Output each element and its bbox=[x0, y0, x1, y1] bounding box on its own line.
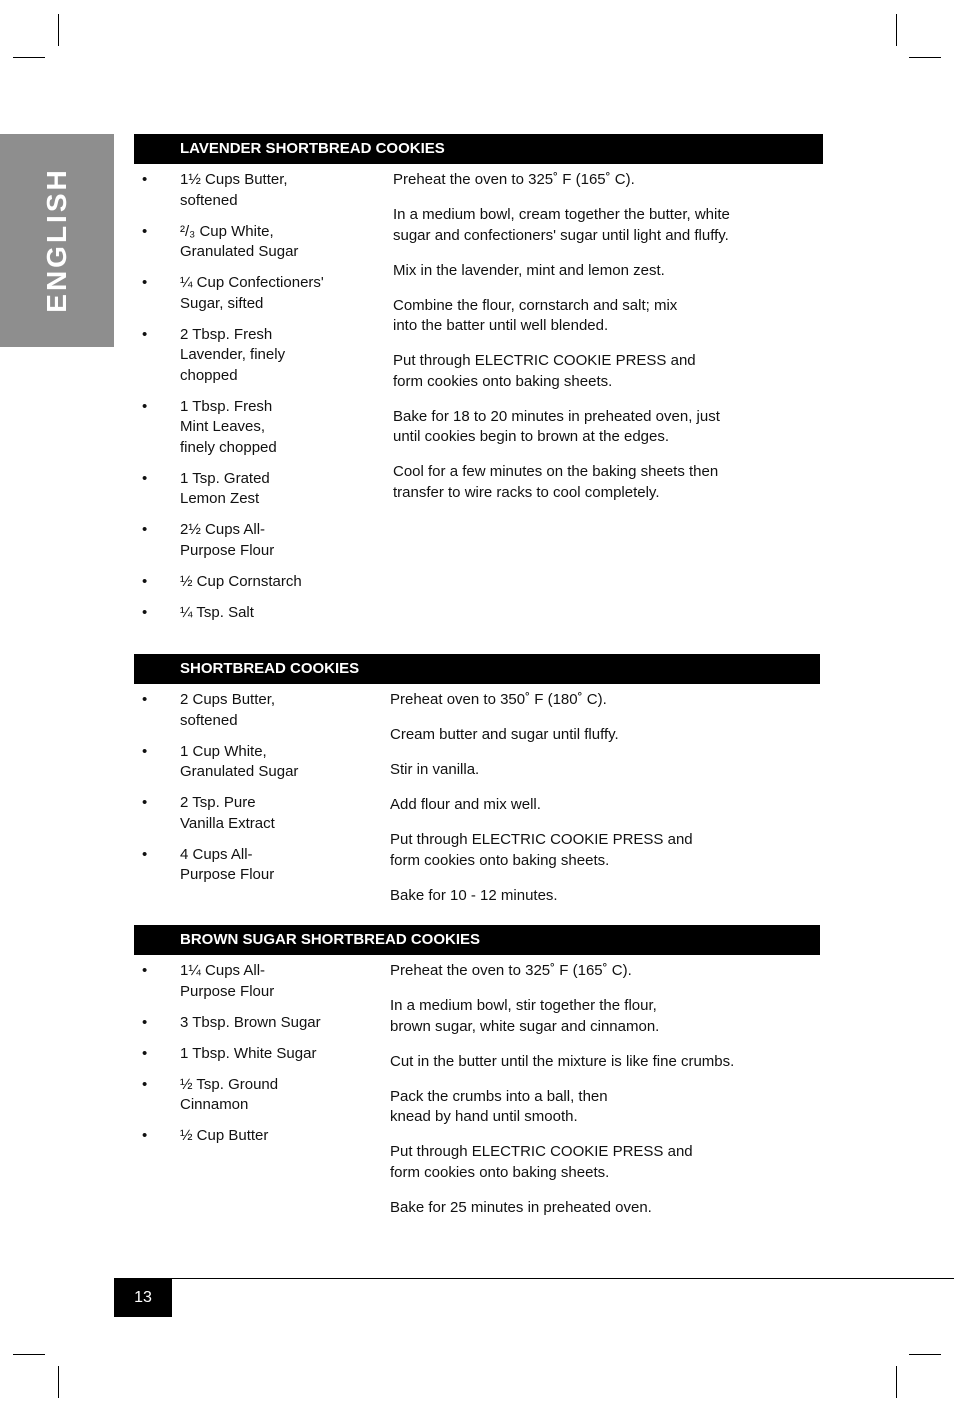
instruction-step: Preheat oven to 350˚ F (180˚ C). bbox=[390, 691, 607, 708]
instruction-step: Put through ELECTRIC COOKIE PRESS and form cookies onto baking sheets. bbox=[390, 831, 693, 869]
ingredient-list bbox=[134, 170, 374, 634]
ingredient-list bbox=[134, 690, 374, 896]
recipe-section-shortbread bbox=[134, 654, 820, 904]
ingredient-item: • ¼ Tsp. Salt bbox=[134, 603, 374, 624]
language-tab bbox=[0, 134, 114, 347]
crop-mark bbox=[58, 1366, 59, 1398]
crop-mark bbox=[909, 1354, 941, 1355]
instruction-step: Preheat the oven to 325˚ F (165˚ C). bbox=[390, 962, 632, 979]
crop-mark bbox=[896, 14, 897, 46]
ingredient-item: • 2 Tbsp. Fresh Lavender, finely chopped bbox=[134, 325, 374, 387]
instruction-step: In a medium bowl, cream together the butter, white sugar and confectioners' sugar until light and fluffy. bbox=[393, 206, 730, 244]
instruction-list bbox=[393, 170, 813, 518]
instruction-step: Bake for 25 minutes in preheated oven. bbox=[390, 1198, 652, 1216]
instruction-step: Add flour and mix well. bbox=[390, 796, 541, 813]
ingredient-item: • ½ Cup Butter bbox=[134, 1126, 374, 1147]
crop-mark bbox=[58, 14, 59, 46]
instruction-step: Bake for 10 - 12 minutes. bbox=[390, 886, 558, 904]
recipe-title: SHORTBREAD COOKIES bbox=[134, 654, 820, 684]
crop-mark bbox=[896, 1366, 897, 1398]
page-number: 13 bbox=[114, 1278, 172, 1317]
instruction-list bbox=[390, 961, 810, 1233]
instruction-step: In a medium bowl, stir together the flour, brown sugar, white sugar and cinnamon. bbox=[390, 997, 660, 1035]
instruction-step: Stir in vanilla. bbox=[390, 761, 480, 778]
crop-mark bbox=[13, 1354, 45, 1355]
footer-divider bbox=[114, 1278, 954, 1279]
recipe-title: BROWN SUGAR SHORTBREAD COOKIES bbox=[134, 925, 820, 955]
ingredient-item: • 1 Tsp. Grated Lemon Zest bbox=[134, 469, 374, 510]
ingredient-item: • 1 Tbsp. Fresh Mint Leaves, finely chopped bbox=[134, 397, 374, 459]
ingredient-item: • 2 Cups Butter, softened bbox=[134, 690, 374, 731]
ingredient-item: • 1¼ Cups All- Purpose Flour bbox=[134, 961, 374, 1002]
instruction-step: Cool for a few minutes on the baking sheets then transfer to wire racks to cool completely. bbox=[393, 463, 719, 501]
instruction-step: Put through ELECTRIC COOKIE PRESS and form cookies onto baking sheets. bbox=[393, 352, 696, 390]
instruction-step: Put through ELECTRIC COOKIE PRESS and form cookies onto baking sheets. bbox=[390, 1143, 693, 1181]
ingredient-item: • 2½ Cups All- Purpose Flour bbox=[134, 520, 374, 561]
instruction-step: Combine the flour, cornstarch and salt; mix into the batter until well blended. bbox=[393, 296, 678, 334]
ingredient-item: • 1½ Cups Butter, softened bbox=[134, 170, 374, 211]
ingredient-item: • ²/₃ Cup White, Granulated Sugar bbox=[134, 222, 374, 263]
instruction-step: Pack the crumbs into a ball, then knead by hand until smooth. bbox=[390, 1087, 608, 1125]
crop-mark bbox=[13, 57, 45, 58]
instruction-step: Cut in the butter until the mixture is like fine crumbs. bbox=[390, 1052, 735, 1070]
ingredient-item: • 3 Tbsp. Brown Sugar bbox=[134, 1013, 374, 1034]
ingredient-item: • ½ Cup Cornstarch bbox=[134, 572, 374, 593]
recipe-title: LAVENDER SHORTBREAD COOKIES bbox=[134, 134, 823, 164]
instruction-step: Preheat the oven to 325˚ F (165˚ C). bbox=[393, 171, 635, 188]
recipe-section-brown-sugar bbox=[134, 925, 820, 1216]
ingredient-item: • 2 Tsp. Pure Vanilla Extract bbox=[134, 793, 374, 834]
ingredient-item: • 4 Cups All- Purpose Flour bbox=[134, 845, 374, 886]
crop-mark bbox=[909, 57, 941, 58]
instruction-list bbox=[390, 690, 810, 921]
instruction-step: Bake for 18 to 20 minutes in preheated oven, just until cookies begin to brown at the edges. bbox=[393, 407, 720, 445]
ingredient-item: • 1 Tbsp. White Sugar bbox=[134, 1044, 374, 1065]
ingredient-list bbox=[134, 961, 374, 1157]
ingredient-item: • 1 Cup White, Granulated Sugar bbox=[134, 742, 374, 783]
instruction-step: Cream butter and sugar until fluffy. bbox=[390, 726, 619, 743]
recipe-section-lavender bbox=[134, 134, 823, 621]
language-tab-label: ENGLISH bbox=[41, 167, 72, 313]
instruction-step: Mix in the lavender, mint and lemon zest. bbox=[393, 261, 665, 279]
ingredient-item: • ½ Tsp. Ground Cinnamon bbox=[134, 1075, 374, 1116]
ingredient-item: • ¼ Cup Confectioners' Sugar, sifted bbox=[134, 273, 374, 314]
